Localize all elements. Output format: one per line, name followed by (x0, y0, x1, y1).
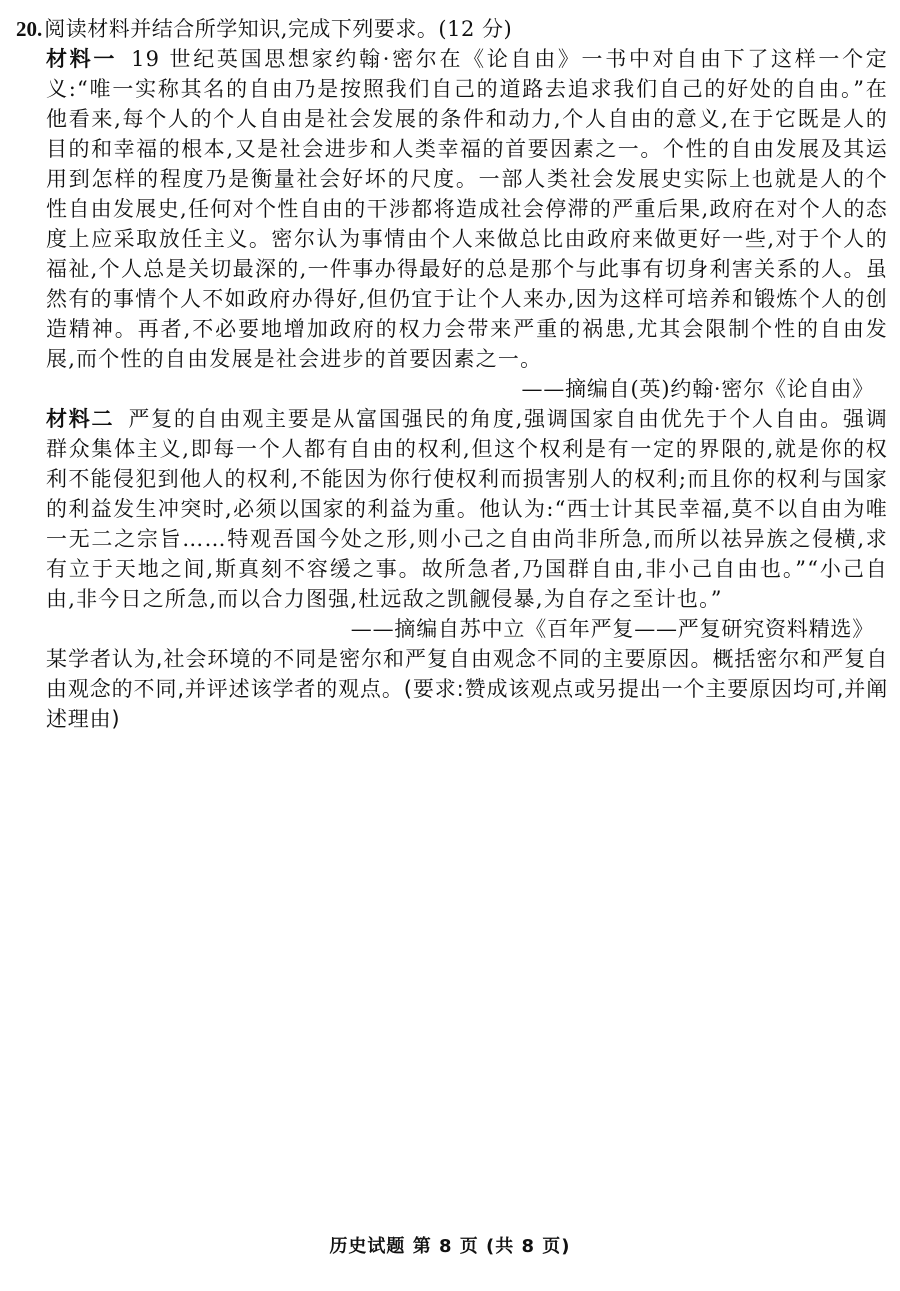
material-one-text: 19 世纪英国思想家约翰·密尔在《论自由》一书中对自由下了这样一个定义:“唯一实称其名的自由乃是按照我们自己的道路去追求我们自己的好处的自由。”在他看来,每个人的个人自由是社会发展的条件和动力,个人自由的意义,在于它既是人的目的和幸福的根本,又是社会进步和人类幸福的首要因素之一。个性的自由发展及其运用到怎样的程度乃是衡量社会好坏的尺度。一部人类社会发展史实际上也就是人的个性自由发展史,任何对个性自由的干涉都将造成社会停滞的严重后果,政府在对个人的态度上应采取放任主义。密尔认为事情由个人来做总比由政府来做更好一些,对于个人的福祉,个人总是关切最深的,一件事办得最好的总是那个与此事有切身利害关系的人。虽然有的事情个人不如政府办得好,但仍宜于让个人来办,因为这样可培养和锻炼个人的创造精神。再者,不必要地增加政府的权力会带来严重的祸患,尤其会限制个性的自由发展,而个性的自由发展是社会进步的首要因素之一。 (46, 47, 888, 371)
material-two-label: 材料二 (46, 407, 115, 431)
material-two-source: ——摘编自苏中立《百年严复——严复研究资料精选》 (350, 617, 874, 641)
material-one-label: 材料一 (46, 47, 118, 71)
material-one-source: ——摘编自(英)约翰·密尔《论自由》 (521, 377, 874, 401)
material-two-text: 严复的自由观主要是从富国强民的角度,强调国家自由优先于个人自由。强调群众集体主义,即每一个人都有自由的权利,但这个权利是有一定的界限的,就是你的权利不能侵犯到他人的权利,不能因为你行使权利而损害别人的权利;而且你的权利与国家的利益发生冲突时,必须以国家的利益为重。他认为:“西士计其民幸福,莫不以自由为唯一无二之宗旨……特观吾国今处之形,则小己之自由尚非所急,而所以祛异族之侵横,求有立于天地之间,斯真刻不容缓之事。故所急者,乃国群自由,非小己自由也。”“小己自由,非今日之所急,而以合力图强,杜远敌之凯觎侵暴,为自存之至计也。” (46, 407, 888, 611)
material-one (16, 44, 888, 374)
question-prompt: 某学者认为,社会环境的不同是密尔和严复自由观念不同的主要原因。概括密尔和严复自由观念的不同,并评述该学者的观点。(要求:赞成该观点或另提出一个主要原因均可,并阐述理由) (46, 647, 888, 731)
page-footer: 历史试题 第 8 页 (共 8 页) (329, 1236, 571, 1257)
question-block (16, 14, 888, 734)
question-header (16, 14, 888, 44)
question-number: 20. (16, 17, 43, 41)
question-instruction: 阅读材料并结合所学知识,完成下列要求。(12 分) (44, 17, 513, 41)
material-two (16, 404, 888, 614)
